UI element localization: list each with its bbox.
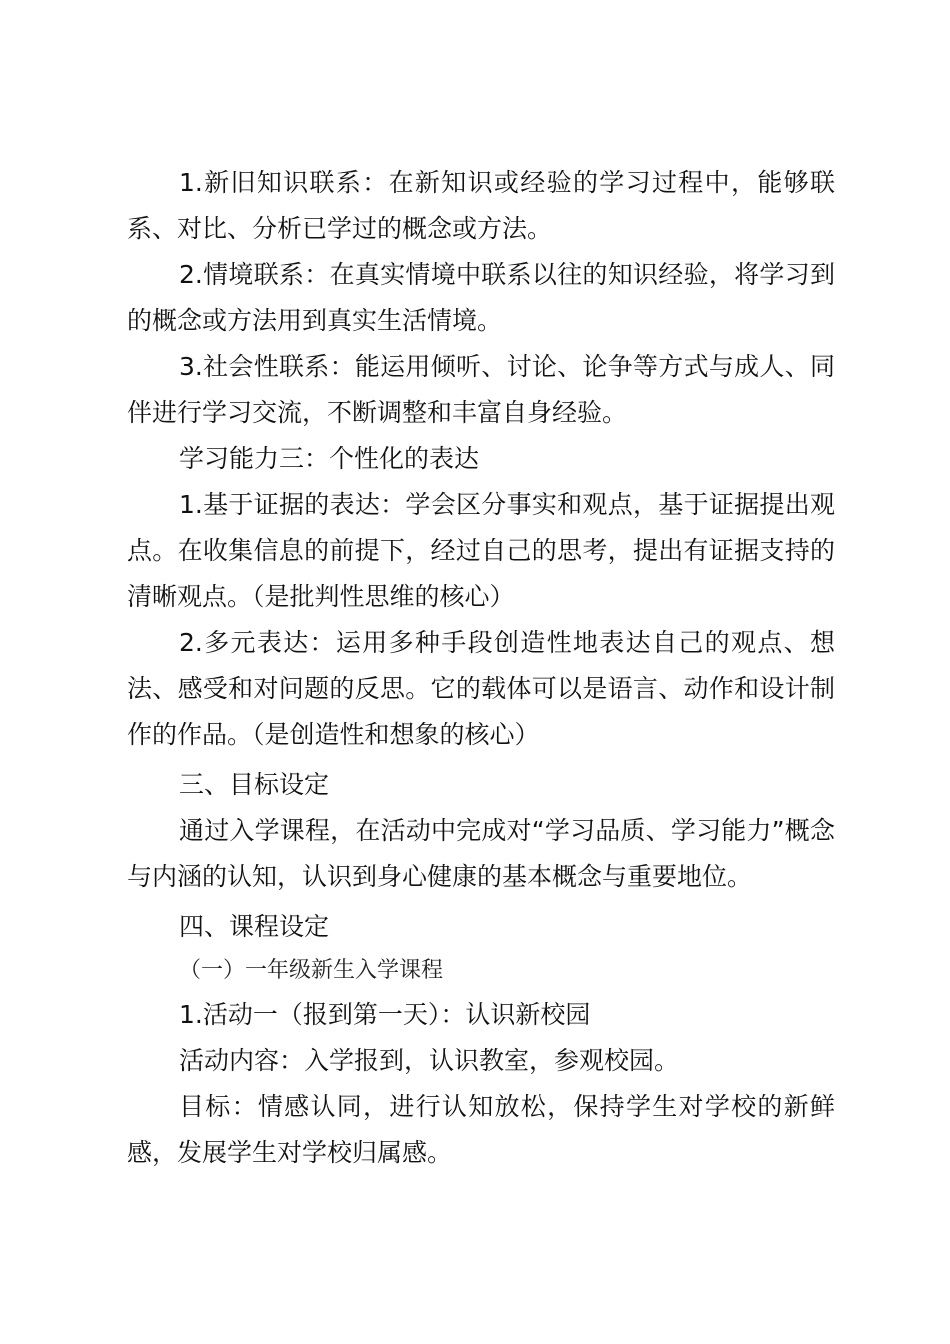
- paragraph-diverse-expression: 2.多元表达：运用多种手段创造性地表达自己的观点、想法、感受和对问题的反思。它的载体可以是语言、动作和设计制作的作品。（是创造性和想象的核心）: [127, 628, 835, 749]
- paragraph-knowledge-connection: 1.新旧知识联系：在新知识或经验的学习过程中，能够联系、对比、分析已学过的概念或方法。: [127, 168, 835, 243]
- paragraph-activity-one: 1.活动一（报到第一天）：认识新校园: [179, 1000, 591, 1029]
- heading-learning-ability-three: 学习能力三：个性化的表达: [179, 444, 480, 473]
- heading-course-setting: 四、课程设定: [179, 912, 330, 941]
- paragraph-social-connection: 3.社会性联系：能运用倾听、讨论、论争等方式与成人、同伴进行学习交流，不断调整和丰富自身经验。: [127, 352, 835, 427]
- paragraph-situation-connection: 2.情境联系：在真实情境中联系以往的知识经验，将学习到的概念或方法用到真实生活情境。: [127, 260, 835, 335]
- paragraph-goal-description: 通过入学课程，在活动中完成对“学习品质、学习能力”概念与内涵的认知，认识到身心健康的基本概念与重要地位。: [127, 816, 835, 891]
- subheading-grade-one-course: （一）一年级新生入学课程: [179, 958, 444, 983]
- paragraph-evidence-expression: 1.基于证据的表达：学会区分事实和观点，基于证据提出观点。在收集信息的前提下，经过自己的思考，提出有证据支持的清晰观点。（是批判性思维的核心）: [127, 490, 835, 611]
- paragraph-activity-goal: 目标：情感认同，进行认知放松，保持学生对学校的新鲜感，发展学生对学校归属感。: [127, 1092, 835, 1167]
- paragraph-activity-content: 活动内容：入学报到，认识教室，参观校园。: [179, 1046, 680, 1075]
- heading-goal-setting: 三、目标设定: [179, 770, 330, 799]
- document-body: [127, 160, 835, 1176]
